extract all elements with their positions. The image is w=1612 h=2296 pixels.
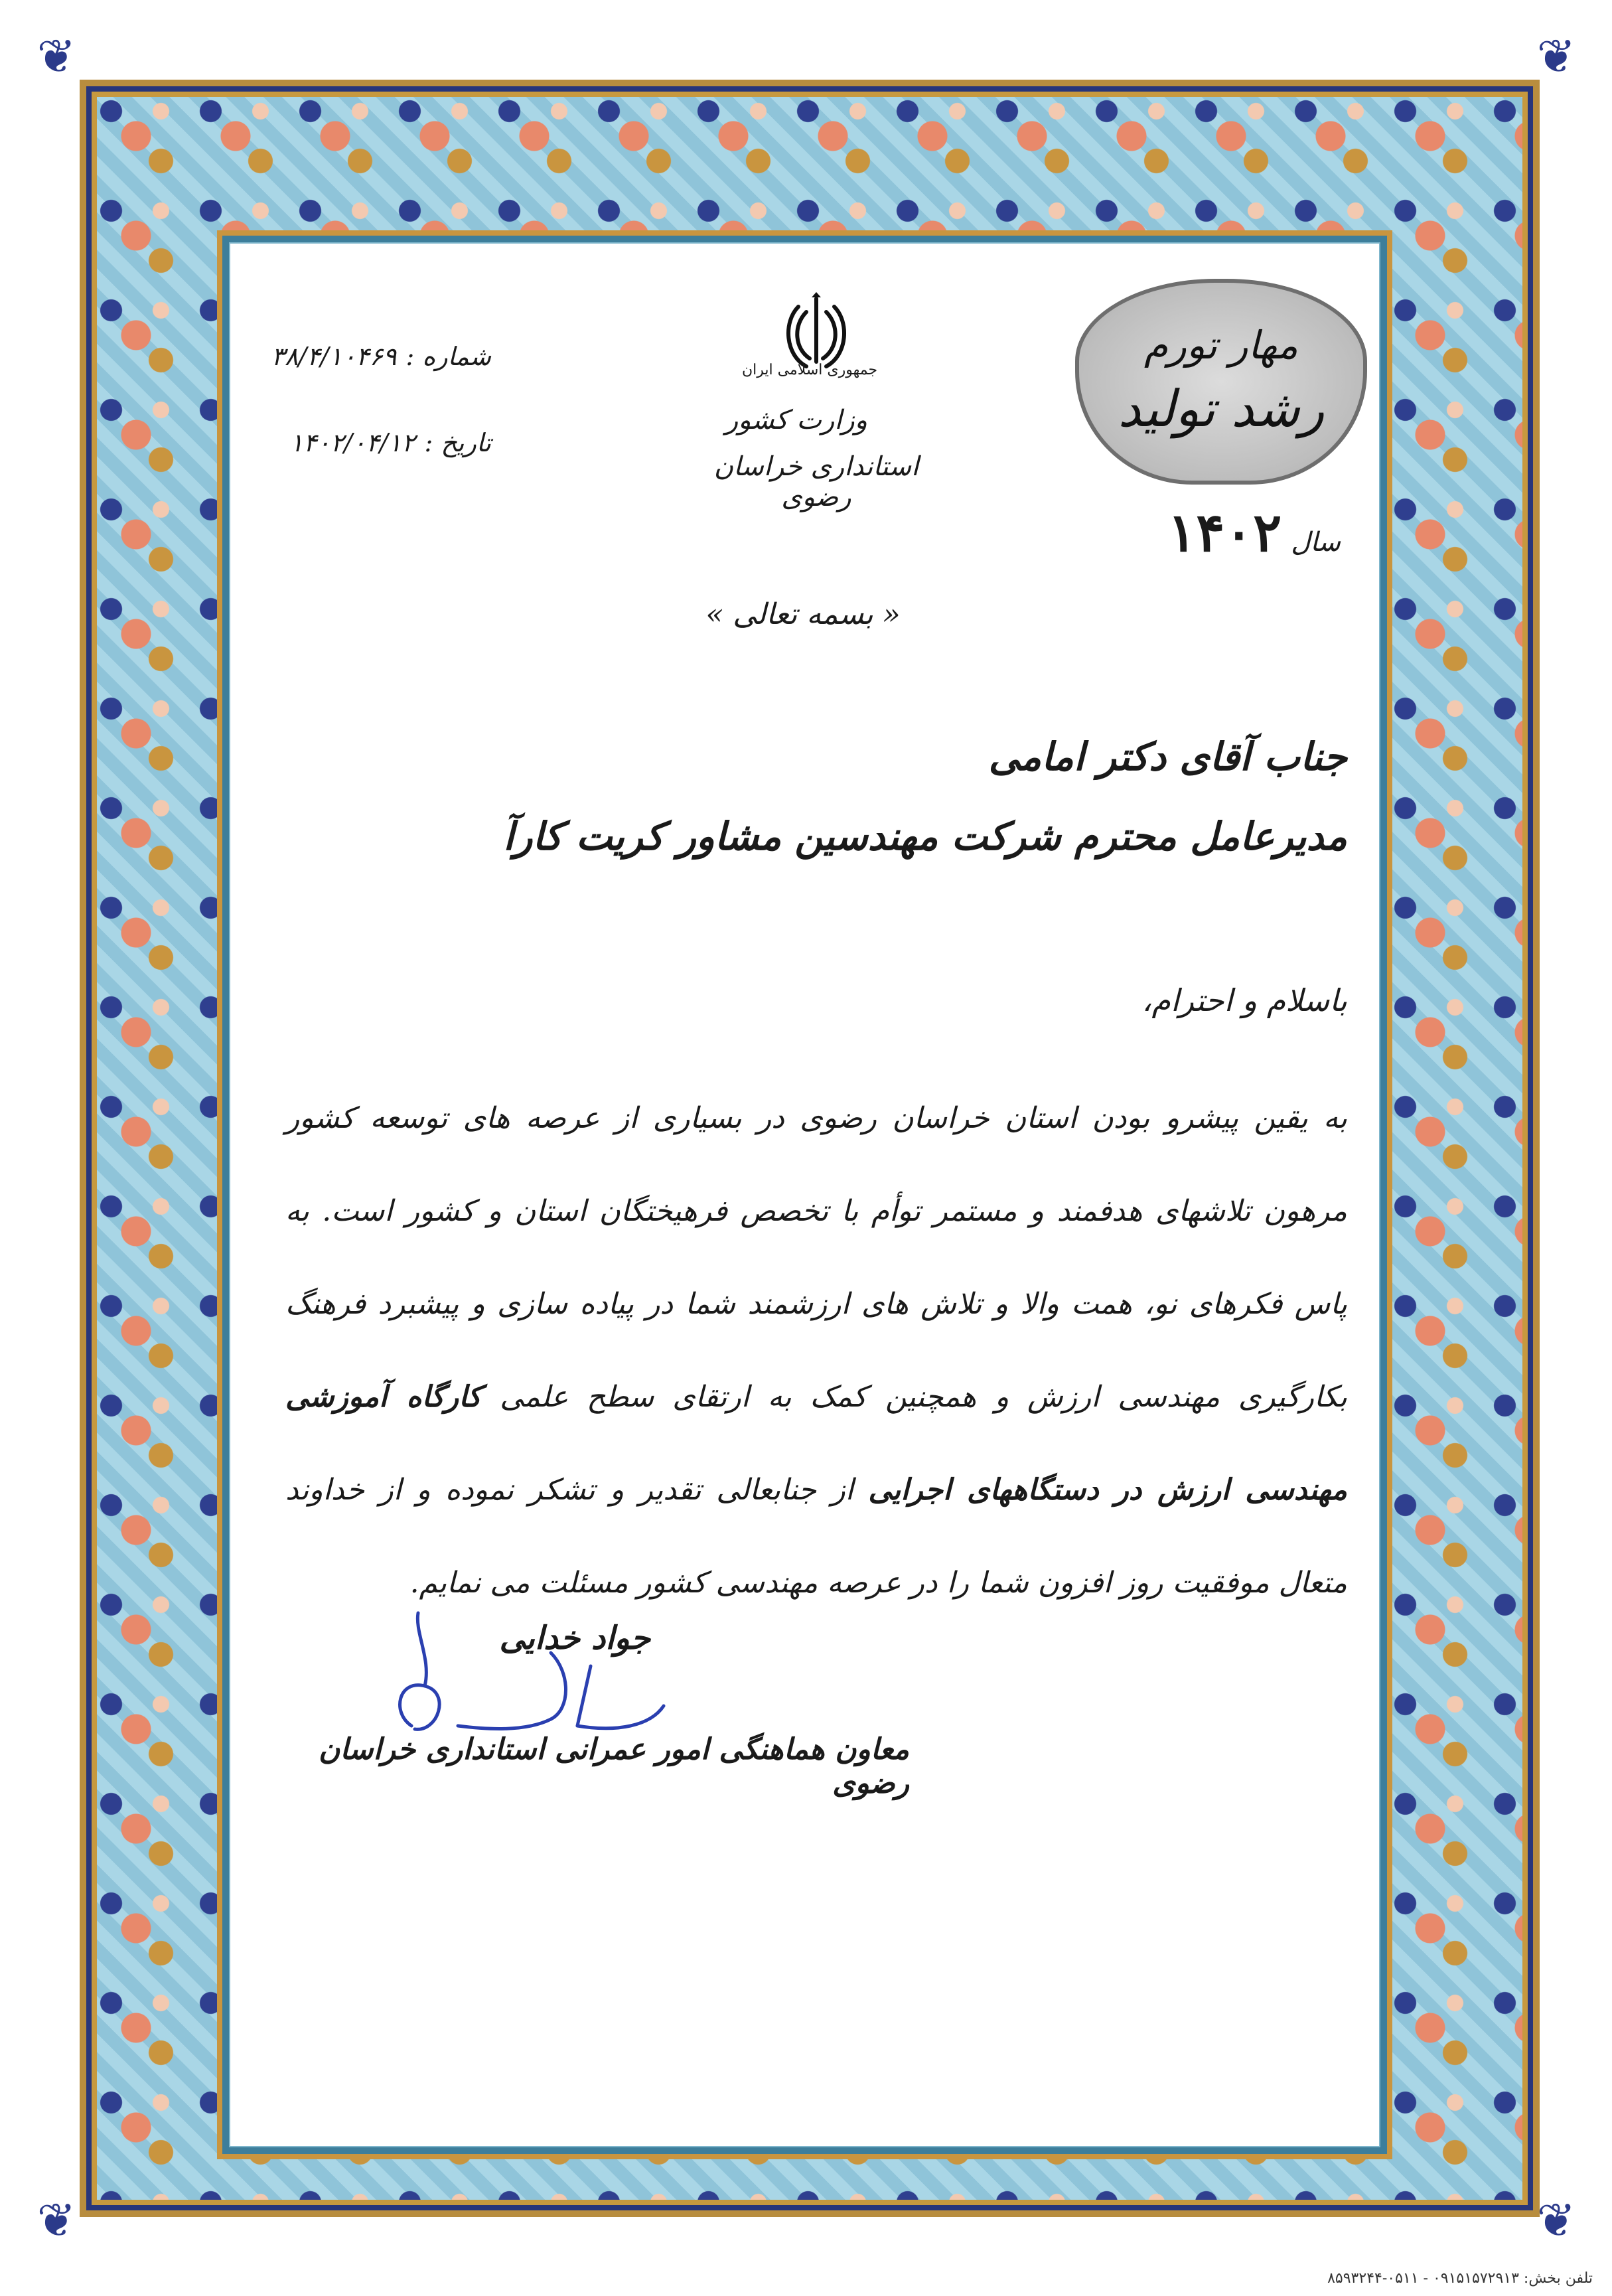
slogan-line-1: مهار تورم [1144, 323, 1298, 368]
footer-contact: تلفن بخش: ۰۹۱۵۱۵۷۲۹۱۳ - ۰۵۱۱-۸۵۹۳۲۴۴ [1327, 2270, 1593, 2287]
letter-number-label: شماره : [405, 342, 491, 371]
addressee-block [332, 717, 1347, 876]
slogan-line-2: رشد تولید [1118, 379, 1325, 438]
letter-body [285, 1072, 1347, 1630]
letter-body-closing: از جنابعالی تقدیر و تشکر نموده و از خداوند متعال موفقیت روز افزون شما را در عرصه مهندسی کشور مسئلت می نمایم. [285, 1473, 1347, 1600]
government-name: جمهوری اسلامی ایران [741, 362, 878, 378]
corner-ornament-icon: ❦ [37, 29, 76, 84]
year-label: سال [1291, 527, 1341, 558]
corner-ornament-icon: ❦ [37, 2193, 76, 2248]
letter-date-value: ۱۴۰۲/۰۴/۱۲ [289, 428, 415, 457]
corner-ornament-icon: ❦ [1536, 2193, 1576, 2248]
year-value: ۱۴۰۲ [1167, 501, 1282, 564]
slogan-year [1102, 501, 1341, 564]
letter-date-label: تاریخ : [424, 428, 491, 457]
year-slogan-badge [1075, 279, 1367, 485]
workshop-title: کارگاه آموزشی مهندسی ارزش در دستگاههای اجرایی [285, 1380, 1347, 1507]
addressee-position: مدیرعامل محترم شرکت مهندسین مشاور کریت کارآ [503, 814, 1347, 859]
greeting: باسلام و احترام، [1141, 982, 1347, 1018]
letter-body-text: به یقین پیشرو بودن استان خراسان رضوی در بسیاری از عرصه های توسعه کشور مرهون تلاشهای هدفمند و مستمر توأم با تخصص فرهیختگان استان و کشور است. به پاس فکرهای نو، همت والا و تلاش های ارزشمند شما در پیاده سازی و پیشبرد فرهنگ بکارگیری مهندسی ارزش و همچنین کمک به ارتقای سطح علمی [285, 1101, 1347, 1414]
province-office-name: استانداری خراسان رضوی [713, 451, 919, 512]
corner-ornament-icon: ❦ [1536, 29, 1576, 84]
signer-name: جواد خدایی [499, 1620, 650, 1657]
letter-number-value: ۳۸/۴/۱۰۴۶۹ [271, 342, 397, 371]
addressee-name: جناب آقای دکتر امامی [988, 734, 1347, 779]
signer-title: معاون هماهنگی امور عمرانی استانداری خراسان رضوی [318, 1732, 909, 1800]
letter-number [271, 342, 491, 371]
bismillah-heading: « بسمه تعالی » [705, 597, 901, 631]
ministry-name: وزارت کشور [725, 405, 868, 435]
letter-date [279, 428, 491, 457]
